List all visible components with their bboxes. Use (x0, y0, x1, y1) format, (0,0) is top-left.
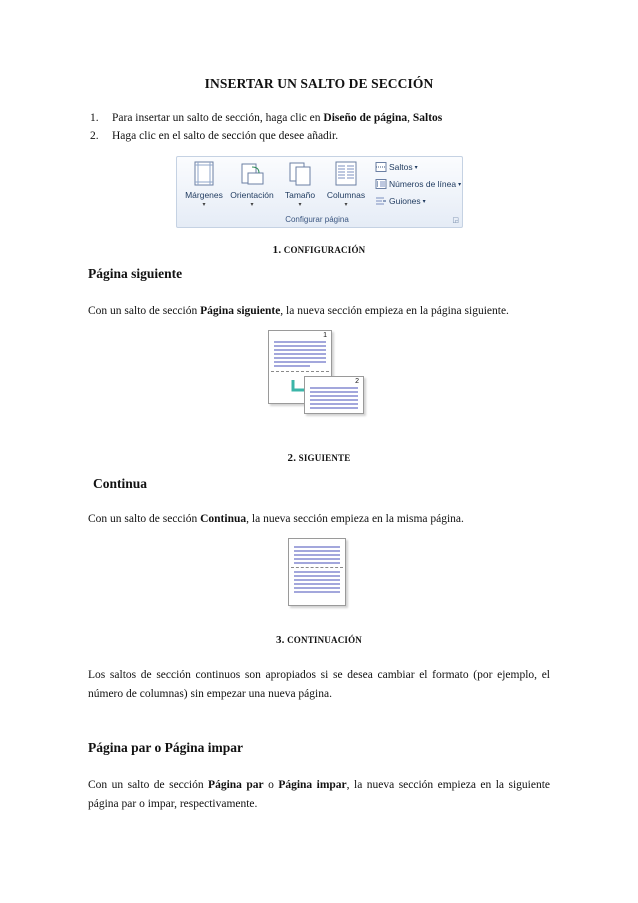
continuous-page-illustration (288, 538, 346, 606)
paragraph-text: , la nueva sección empieza en la misma página. (246, 513, 464, 525)
step-text: Haga clic en el salto de sección que desee añadir. (112, 130, 339, 142)
step-1 (90, 112, 443, 124)
chevron-down-icon: ▾ (250, 202, 254, 208)
paragraph-continuous-note: Los saltos de sección continuos son apropiados si se desea cambiar el formato (por ejemplo, el número de columnas) sin empezar una nueva página. (88, 669, 550, 700)
caption-label: CONFIGURACIÓN (283, 245, 366, 255)
section-break-line (271, 371, 329, 372)
orientation-button[interactable] (229, 161, 275, 208)
orientation-icon (240, 161, 264, 186)
paragraph-bold: Página par (208, 779, 264, 791)
figure-caption-2 (0, 452, 638, 464)
margins-button[interactable] (181, 161, 227, 208)
chevron-down-icon: ▾ (458, 181, 462, 188)
breaks-button[interactable] (375, 162, 418, 172)
paragraph-text: Con un salto de sección (88, 305, 201, 317)
line-numbers-label: Números de línea (389, 179, 457, 189)
caption-label: SIGUIENTE (298, 453, 351, 463)
chevron-down-icon: ▾ (414, 164, 418, 171)
chevron-down-icon: ▾ (202, 202, 206, 208)
chevron-down-icon: ▾ (422, 198, 426, 205)
orientation-label: Orientación (230, 190, 274, 200)
heading-continua: Continua (93, 476, 148, 491)
hyphenation-button[interactable] (375, 196, 426, 206)
ribbon-group-label: Configurar página (285, 215, 349, 224)
page-2 (304, 376, 364, 414)
paragraph-par-impar (88, 776, 550, 814)
margins-label: Márgenes (185, 190, 223, 200)
paragraph-text: Con un salto de sección (88, 513, 201, 525)
breaks-icon (375, 162, 387, 172)
chevron-down-icon: ▾ (344, 202, 348, 208)
size-icon (288, 161, 312, 186)
page-number: 1 (323, 332, 327, 339)
line-numbers-icon (375, 179, 387, 189)
caption-number: 1. (272, 244, 282, 256)
paragraph-text: o (263, 779, 279, 791)
caption-label: CONTINUACIÓN (287, 635, 362, 645)
heading-pagina-siguiente: Página siguiente (88, 266, 183, 281)
step-bold: Diseño de página (323, 112, 408, 124)
margins-icon (192, 161, 216, 186)
figure-caption-3 (0, 634, 638, 646)
columns-button[interactable] (323, 161, 369, 208)
caption-number: 2. (287, 452, 297, 464)
dialog-launcher-icon[interactable]: ◲ (452, 217, 459, 224)
caption-number: 3. (275, 634, 285, 646)
breaks-label: Saltos (389, 162, 413, 172)
figure-caption-1 (0, 244, 638, 256)
size-label: Tamaño (284, 190, 316, 200)
columns-icon (334, 161, 358, 186)
step-text: , (407, 112, 413, 124)
page-title: INSERTAR UN SALTO DE SECCIÓN (204, 76, 434, 91)
paragraph-bold: Página siguiente (200, 305, 281, 317)
line-numbers-button[interactable] (375, 179, 461, 189)
paragraph-text: Con un salto de sección (88, 779, 209, 791)
page-number: 2 (355, 378, 359, 385)
paragraph-siguiente (88, 302, 550, 321)
hyphenation-icon (375, 196, 387, 206)
paragraph-text: , la nueva sección empieza en la página siguiente. (280, 305, 509, 317)
heading-pagina-par-impar: Página par o Página impar (88, 740, 244, 755)
step-bold: Saltos (412, 112, 443, 124)
step-number: 1. (90, 112, 99, 124)
paragraph-text: , la nueva sección empieza en la siguiente página par o impar, respectivamente. (88, 779, 551, 810)
size-button[interactable] (277, 161, 323, 208)
paragraph-bold: Página impar (278, 779, 347, 791)
section-break-line (291, 567, 343, 568)
next-page-illustration (268, 330, 368, 414)
chevron-down-icon: ▾ (298, 202, 302, 208)
paragraph-continua (88, 510, 550, 529)
step-text: Para insertar un salto de sección, haga clic en (112, 112, 324, 124)
step-number: 2. (90, 130, 99, 142)
step-2 (90, 130, 339, 142)
ribbon-page-setup (176, 156, 463, 228)
paragraph-bold: Continua (200, 513, 247, 525)
hyphenation-label: Guiones (389, 196, 421, 206)
columns-label: Columnas (326, 190, 366, 200)
